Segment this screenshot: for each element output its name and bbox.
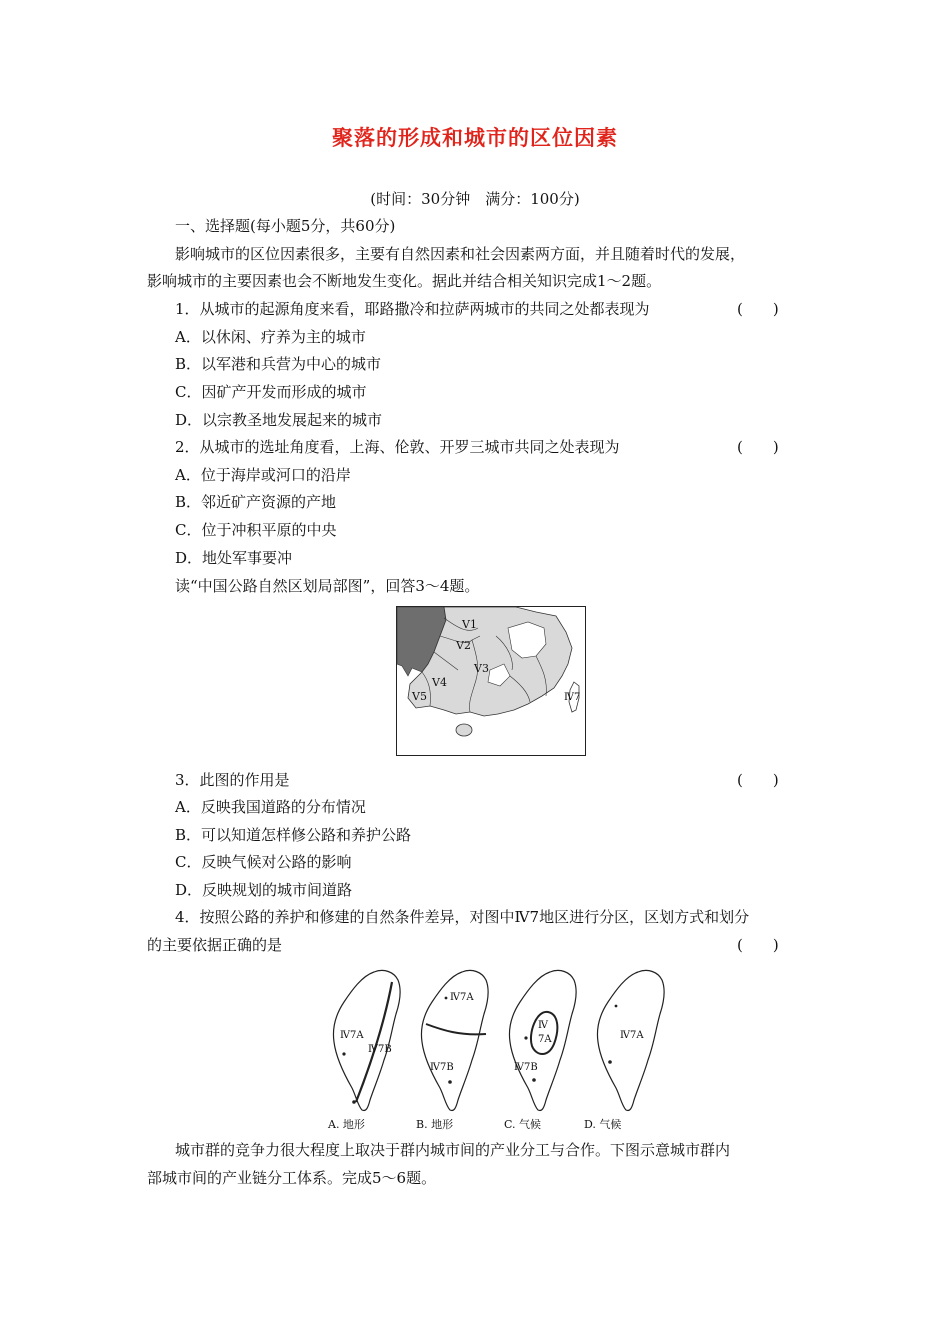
question-4-line-2: 的主要依据正确的是: [147, 936, 283, 954]
option-c-label-a-bottom: 7A: [538, 1034, 552, 1045]
question-1-option-b: B．以军港和兵营为中心的城市: [175, 355, 382, 373]
question-1-option-c: C．因矿产开发而形成的城市: [175, 383, 367, 401]
answer-blank-3: ( ): [737, 771, 779, 789]
question-2-option-b: B．邻近矿产资源的产地: [175, 493, 337, 511]
option-a-map: [333, 970, 400, 1110]
answer-blank-2: ( ): [737, 438, 779, 456]
option-b-map: [421, 970, 488, 1110]
zone-label-v3: Ⅴ3: [474, 662, 489, 675]
section-heading: 一、选择题(每小题5分，共60分): [175, 217, 396, 235]
question-3-option-c: C．反映气候对公路的影响: [175, 853, 352, 871]
intro-1-line-2: 影响城市的主要因素也会不断地发生变化。据此并结合相关知识完成1～2题。: [147, 272, 662, 290]
question-3-option-b: B．可以知道怎样修公路和养护公路: [175, 826, 412, 844]
option-c-map: [509, 970, 576, 1110]
page-title: 聚落的形成和城市的区位因素: [332, 125, 618, 150]
question-4-line-1: 4．按照公路的养护和修建的自然条件差异，对图中Ⅳ7地区进行分区，区划方式和划分: [175, 908, 750, 926]
zone-label-v2: Ⅴ2: [456, 639, 471, 652]
question-3-option-a: A．反映我国道路的分布情况: [175, 798, 366, 816]
zone-label-iv7: Ⅳ7: [564, 692, 581, 703]
exam-meta: (时间：30分钟 满分：100分): [370, 190, 580, 208]
option-b-label-b: Ⅳ7B: [430, 1062, 454, 1073]
option-a-label-a: Ⅳ7A: [340, 1030, 364, 1041]
caption-d: D. 气候: [584, 1118, 622, 1131]
intro-1-line-1: 影响城市的区位因素很多，主要有自然因素和社会因素两方面，并且随着时代的发展，: [175, 245, 746, 263]
question-2-option-d: D．地处军事要冲: [175, 549, 293, 567]
zone-label-v5: Ⅴ5: [412, 690, 427, 703]
question-2-option-c: C．位于冲积平原的中央: [175, 521, 337, 539]
option-b-label-a: Ⅳ7A: [450, 992, 474, 1003]
option-c-label-a-top: Ⅳ: [538, 1020, 548, 1031]
option-c-label-b: Ⅳ7B: [514, 1062, 538, 1073]
question-2-option-a: A．位于海岸或河口的沿岸: [175, 466, 351, 484]
question-1-stem: 1．从城市的起源角度来看，耶路撒冷和拉萨两城市的共同之处都表现为: [175, 300, 650, 318]
answer-blank-4: ( ): [737, 936, 779, 954]
caption-c: C. 气候: [504, 1118, 542, 1131]
question-1-option-a: A．以休闲、疗养为主的城市: [175, 328, 366, 346]
option-d-map: [597, 970, 664, 1110]
option-d-label-a: Ⅳ7A: [620, 1030, 644, 1041]
intro-3-line-1: 城市群的竞争力很大程度上取决于群内城市间的产业分工与合作。下图示意城市群内: [175, 1141, 731, 1159]
answer-blank-1: ( ): [737, 300, 779, 318]
question-2-stem: 2．从城市的选址角度看，上海、伦敦、开罗三城市共同之处表现为: [175, 438, 620, 456]
option-a-label-b: Ⅳ7B: [368, 1044, 392, 1055]
zone-label-v1: Ⅴ1: [462, 618, 477, 631]
taiwan-zoning-options: [322, 966, 672, 1134]
intro-3-line-2: 部城市间的产业链分工体系。完成5～6题。: [147, 1169, 437, 1187]
intro-2: 读“中国公路自然区划局部图”，回答3～4题。: [175, 577, 480, 595]
question-1-option-d: D．以宗教圣地发展起来的城市: [175, 411, 383, 429]
highway-zoning-map: [396, 606, 586, 756]
zone-label-v4: Ⅴ4: [432, 676, 447, 689]
caption-b: B. 地形: [416, 1118, 454, 1131]
caption-a: A. 地形: [328, 1118, 365, 1131]
question-3-option-d: D．反映规划的城市间道路: [175, 881, 353, 899]
question-3-stem: 3．此图的作用是: [175, 771, 290, 789]
